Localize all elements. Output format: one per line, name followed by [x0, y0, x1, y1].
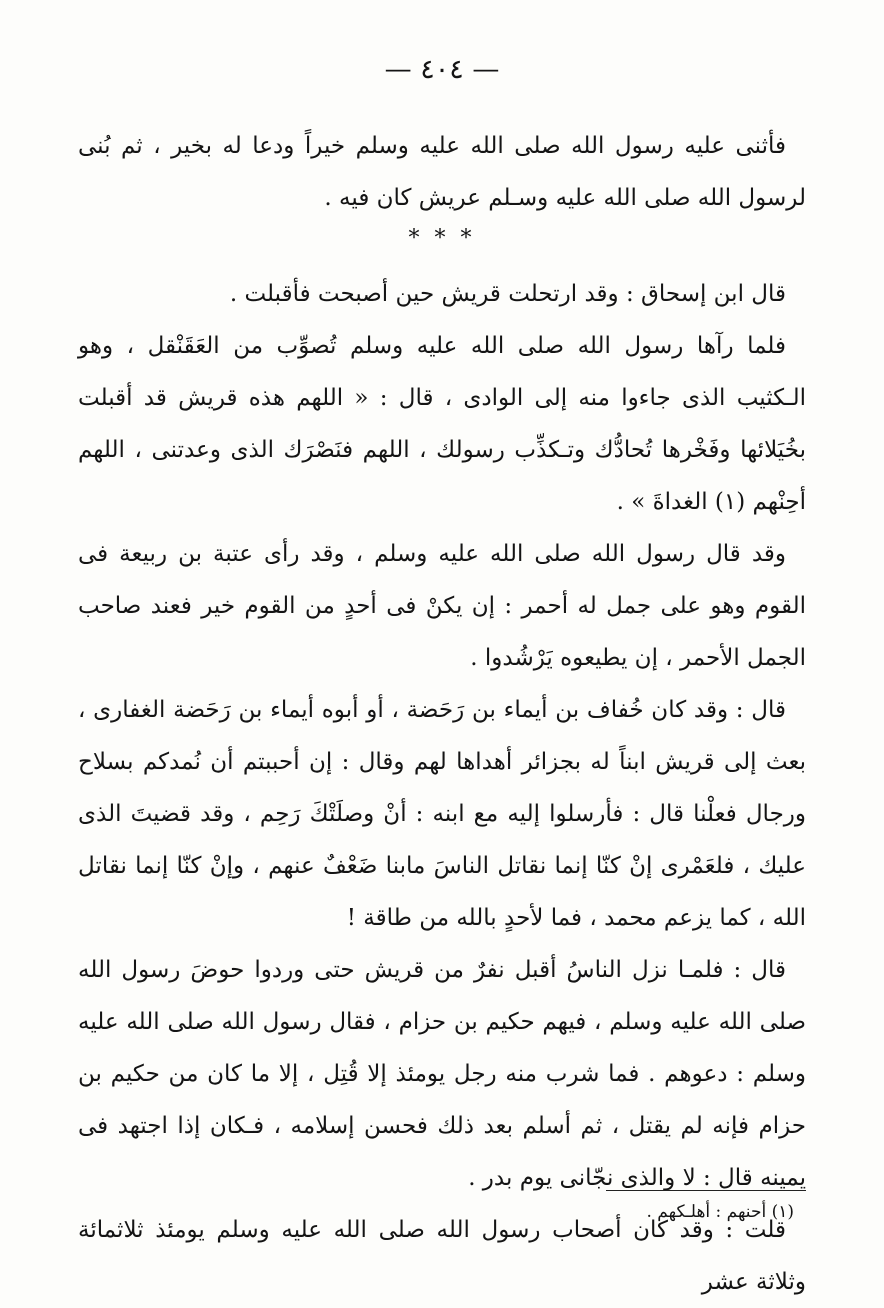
paragraph: قال : وقد كان خُفاف بن أيماء بن رَحَضة ، أو أبوه أيماء بن رَحَضة الغفارى ، بعث إلى قريش ابناً له بجزائر أهداها لهم وقال : إن أحببتم أن نُمدكم بسلاح ورجال فعلْنا قال : فأرسلوا إليه مع ابنه : أنْ وصلَتْكَ رَحِم ، وقد قضيتَ الذى عليك ، فلعَمْرى إنْ كنّا إنما نقاتل الناسَ مابنا ضَعْفٌ عنهم ، وإنْ كنّا إنما نقاتل الله ، كما يزعم محمد ، فما لأحدٍ بالله من طاقة ! [78, 697, 806, 931]
page-number: — ٤٠٤ — [384, 54, 500, 85]
paragraph: فأثنى عليه رسول الله صلى الله عليه وسلم خيراً ودعا له بخير ، ثم بُنى لرسول الله صلى الله عليه وسـلم عريش كان فيه . [78, 133, 806, 211]
paragraph: قلت : وقد كان أصحاب رسول الله صلى الله عليه وسلم يومئذ ثلاثمائة وثلاثة عشر [78, 1217, 806, 1295]
paragraph: فلما رآها رسول الله صلى الله عليه وسلم تُصوِّب من العَقَنْقل ، وهو الـكثيب الذى جاءوا منه إلى الوادى ، قال : « اللهم هذه قريش قد أقبلت بخُيَلائها وفَخْرها تُحادُّك وتـكذِّب رسولك ، اللهم فنَصْرَك الذى وعدتنى ، اللهم أحِنْهم (١) الغداةَ » . [78, 333, 806, 515]
footnote-divider [606, 1190, 806, 1191]
footnote: (١) أحنهم : أهلـكهم . [646, 1202, 794, 1222]
main-text-block [78, 268, 806, 1308]
paragraph: قال : فلمـا نزل الناسُ أقبل نفرٌ من قريش حتى وردوا حوضَ رسول الله صلى الله عليه وسلم ، فيهم حكيم بن حزام ، فقال رسول الله صلى الله عليه وسلم : دعوهم . فما شرب منه رجل يومئذ إلا قُتِل ، إلا ما كان من حكيم بن حزام فإنه لم يقتل ، ثم أسلم بعد ذلك فحسن إسلامه ، فـكان إذا اجتهد فى يمينه قال : لا والذى نجّانى يوم بدر . [78, 957, 806, 1191]
opening-text-block [78, 120, 806, 224]
section-separator: * * * [408, 226, 476, 251]
paragraph: قال ابن إسحاق : وقد ارتحلت قريش حين أصبحت فأقبلت . [229, 281, 786, 307]
paragraph: وقد قال رسول الله صلى الله عليه وسلم ، وقد رأى عتبة بن ربيعة فى القوم وهو على جمل له أحمر : إن يكنْ فى أحدٍ من القوم خير فعند صاحب الجمل الأحمر ، إن يطيعوه يَرْشُدوا . [78, 541, 806, 671]
